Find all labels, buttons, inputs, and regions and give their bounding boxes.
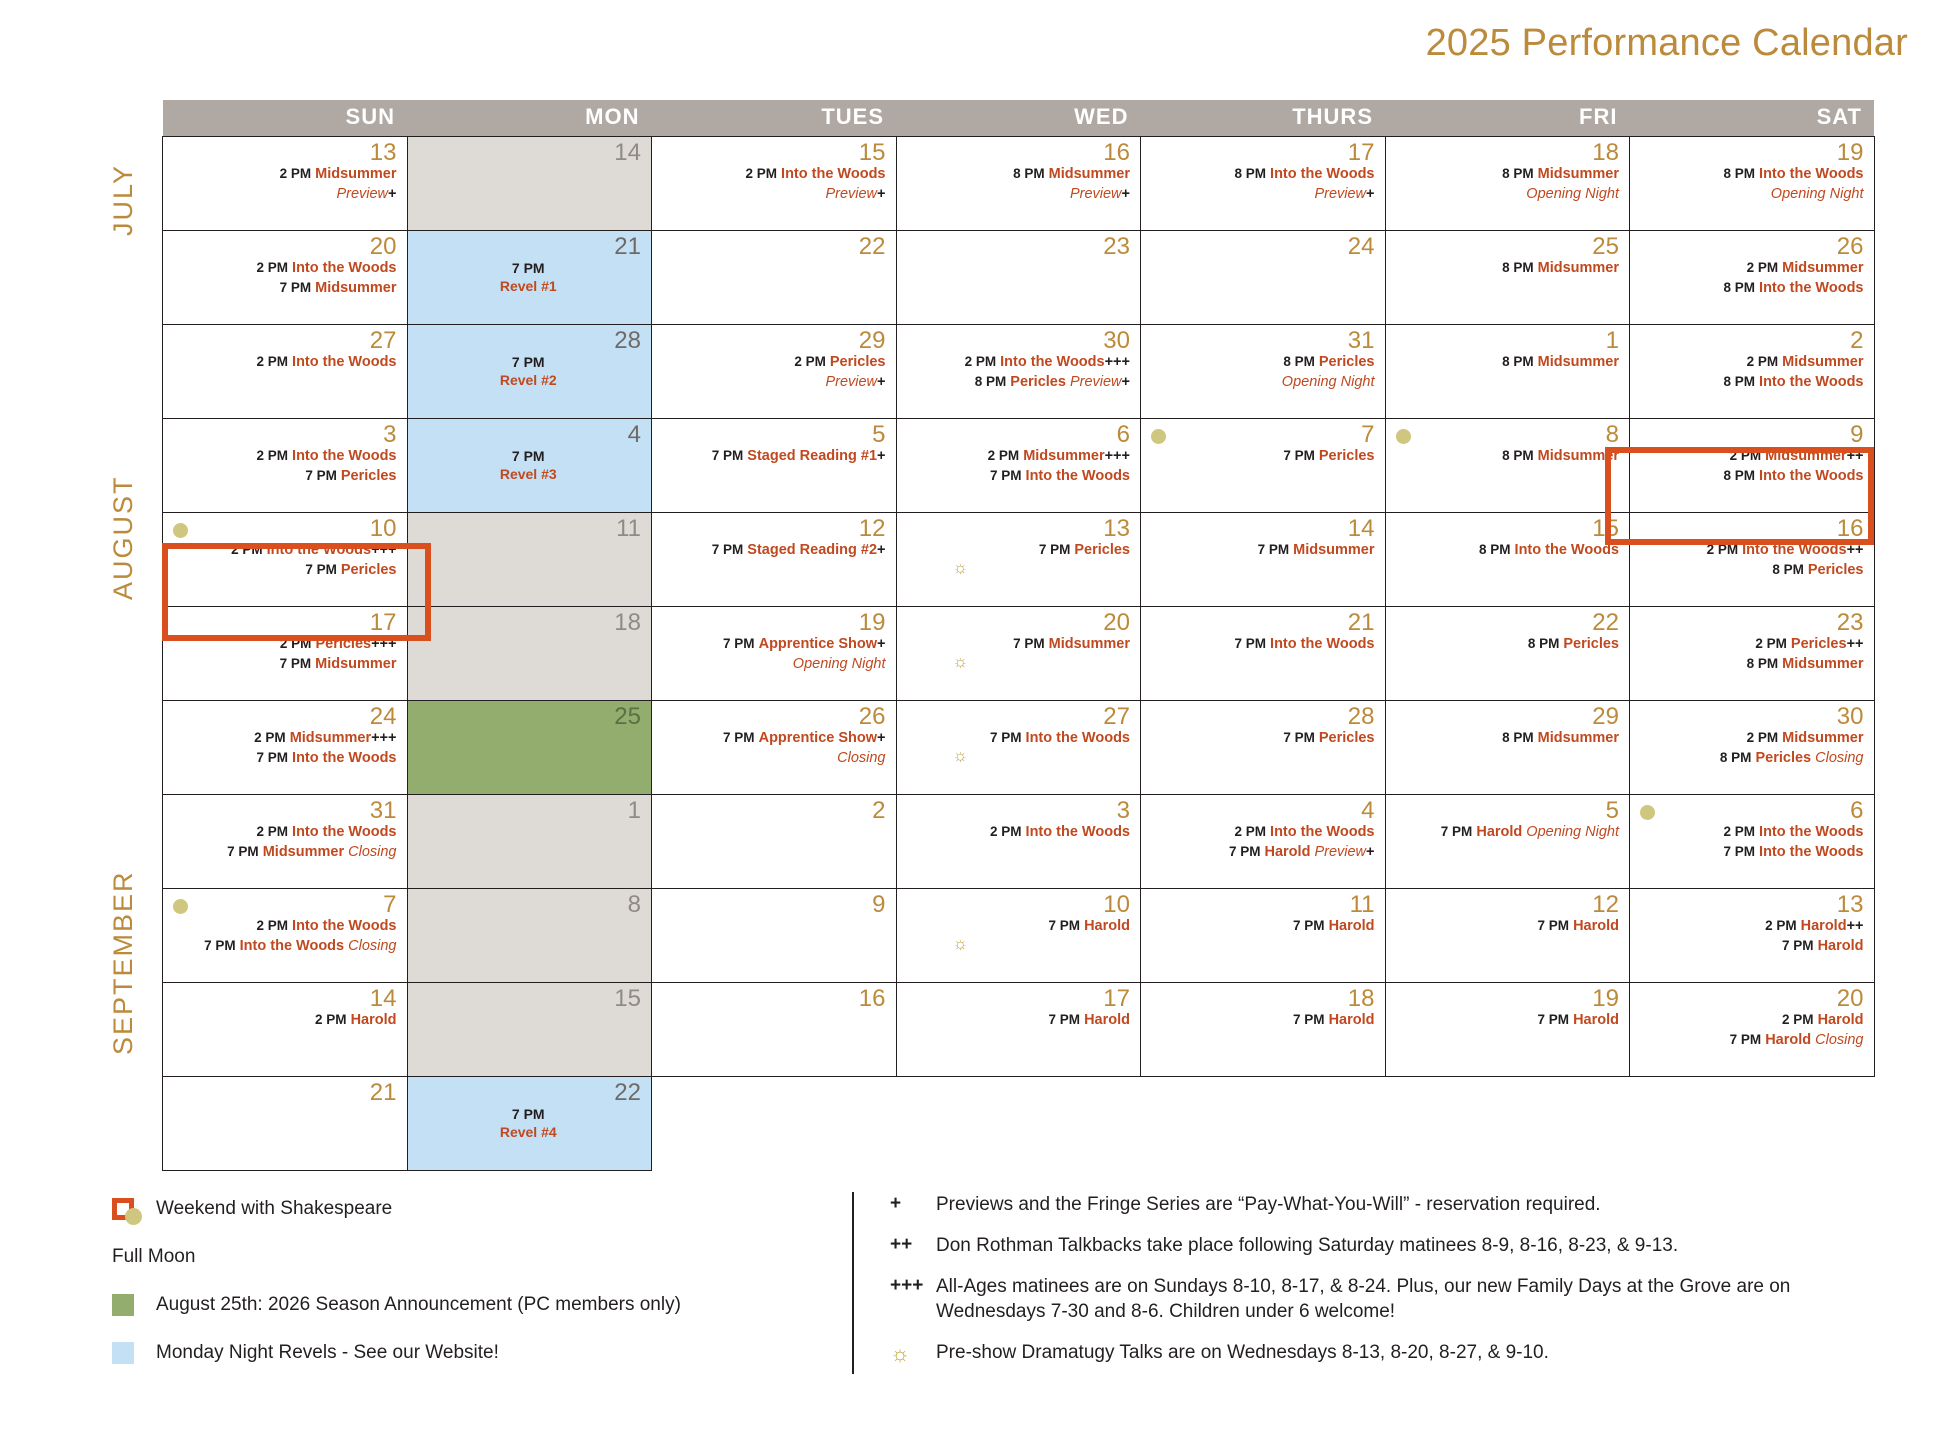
calendar-event: 7 PM Apprentice Show+ [723,636,886,653]
legend-item-green [112,1294,832,1316]
calendar-event: 7 PM Into the Woods [1234,636,1375,653]
day-number: 14 [1347,515,1375,542]
calendar-event: Preview+ [825,373,886,390]
calendar-event: 2 PM Harold++ [1765,918,1864,935]
calendar-week-row [163,889,1875,983]
calendar-day-cell[interactable] [1141,701,1386,795]
calendar-event: 8 PM Pericles Preview+ [974,373,1130,390]
calendar-day-cell[interactable] [1630,325,1875,419]
calendar-header-row [163,100,1875,137]
legend-label-green: August 25th: 2026 Season Announcement (PC members only) [156,1294,681,1315]
revel-event: 7 PM Revel #4 [499,1106,557,1141]
calendar-day-cell[interactable] [407,419,652,513]
calendar-event: 7 PM Harold [1293,1012,1375,1029]
calendar-event: 2 PM Into the Woods++ [1706,542,1864,559]
calendar-day-cell[interactable] [163,231,408,325]
calendar-day-cell[interactable] [652,607,897,701]
day-number: 7 [383,891,397,918]
calendar-event: 7 PM Pericles [305,561,397,578]
day-number: 17 [1103,985,1130,1012]
day-number: 7 [1361,421,1375,448]
day-number: 19 [858,609,886,636]
day-number: 14 [369,985,397,1012]
calendar-day-cell[interactable] [896,419,1141,513]
calendar-day-cell[interactable] [1141,325,1386,419]
day-number: 28 [614,327,641,354]
calendar-event: 7 PM Into the Woods [1723,843,1864,860]
calendar-week-row [163,325,1875,419]
key-icon: ☼ [890,1341,911,1367]
calendar-event: Preview+ [1069,185,1130,202]
calendar-event: 8 PM Into the Woods [1723,467,1864,484]
footnotes [890,1192,1890,1383]
calendar-day-cell[interactable] [1630,231,1875,325]
calendar-day-cell[interactable] [896,513,1141,607]
calendar-day-cell[interactable] [652,325,897,419]
calendar-event: 2 PM Into the Woods [1723,824,1864,841]
day-number: 5 [1605,797,1619,824]
calendar-day-cell[interactable] [896,325,1141,419]
calendar-day-cell[interactable] [1630,513,1875,607]
calendar-event: 7 PM Midsummer [279,655,397,672]
revel-event: 7 PM Revel #2 [499,354,557,389]
calendar-week-row [163,701,1875,795]
calendar-day-cell[interactable] [163,419,408,513]
calendar-event: 2 PM Into the Woods+++ [964,354,1130,371]
calendar-day-cell[interactable] [1385,889,1630,983]
calendar-day-cell[interactable] [896,137,1141,231]
calendar-event: 7 PM Harold Opening Night [1440,824,1619,841]
day-number: 21 [369,1079,397,1106]
day-number: 1 [627,797,641,824]
day-number: 4 [1361,797,1375,824]
legend-item-weekend [112,1198,832,1220]
calendar-day-cell[interactable] [1630,419,1875,513]
calendar-day-cell[interactable] [1385,419,1630,513]
calendar-event: 8 PM Midsummer [1502,260,1619,277]
calendar-day-cell[interactable] [163,795,408,889]
day-number: 10 [1103,891,1130,918]
calendar-day-cell[interactable] [1385,607,1630,701]
calendar-day-cell[interactable] [407,889,652,983]
calendar-day-cell[interactable] [896,701,1141,795]
calendar-event: 8 PM Midsummer [1746,655,1864,672]
calendar-event: 7 PM Harold [1048,918,1130,935]
calendar-event: 2 PM Midsummer+++ [987,448,1130,465]
full-moon-icon [173,899,188,914]
calendar-day-cell[interactable] [1141,607,1386,701]
calendar-day-cell[interactable] [1385,513,1630,607]
day-number: 26 [858,703,886,730]
calendar-cell-empty [652,1077,897,1171]
calendar-event: 7 PM Harold [1537,1012,1619,1029]
calendar-event: Preview+ [336,185,397,202]
calendar-event: 2 PM Midsummer++ [1729,448,1864,465]
calendar-day-cell[interactable] [652,701,897,795]
calendar-day-cell[interactable] [1385,795,1630,889]
day-number: 17 [369,609,397,636]
day-number: 20 [1103,609,1130,636]
calendar-week-row [163,419,1875,513]
day-number: 23 [1836,609,1864,636]
calendar-event: 7 PM Staged Reading #2+ [711,542,886,559]
dramaturgy-key-icon: ☼ [952,652,969,671]
footnote-plusplusplus [890,1274,1890,1324]
calendar-event: 7 PM Midsummer [1257,542,1375,559]
calendar-event: 7 PM Pericles [1038,542,1130,559]
day-number: 13 [1836,891,1864,918]
day-number: 16 [1103,139,1130,166]
day-number: 15 [1592,515,1619,542]
day-number: 22 [858,233,886,260]
calendar-day-cell[interactable] [1630,137,1875,231]
calendar-cell-empty [896,1077,1141,1171]
calendar-day-cell[interactable] [1141,889,1386,983]
calendar-day-cell[interactable] [896,983,1141,1077]
day-number: 22 [1592,609,1619,636]
day-number: 27 [369,327,397,354]
day-number: 15 [858,139,886,166]
calendar-day-cell[interactable] [407,325,652,419]
day-number: 25 [614,703,641,730]
dow-wed: WED [896,100,1141,137]
calendar-event: 8 PM Into the Woods [1723,166,1864,183]
calendar-day-cell[interactable] [1630,701,1875,795]
day-number: 28 [1347,703,1375,730]
calendar-day-cell[interactable] [163,513,408,607]
calendar-day-cell[interactable] [652,795,897,889]
calendar-day-cell[interactable] [407,795,652,889]
calendar-week-row [163,1077,1875,1171]
calendar-day-cell[interactable] [1385,701,1630,795]
day-number: 11 [616,515,641,542]
calendar-event: 2 PM Pericles [794,354,886,371]
dramaturgy-key-icon: ☼ [952,746,969,765]
calendar-event: 7 PM Harold Preview+ [1228,843,1375,860]
calendar-cell-empty [1630,1077,1875,1171]
calendar-day-cell[interactable] [407,231,652,325]
calendar-event: 8 PM Midsummer [1502,448,1619,465]
calendar-event: 7 PM Into the Woods Closing [204,937,397,954]
calendar-event: 7 PM Into the Woods [990,467,1130,484]
day-number: 20 [1836,985,1864,1012]
calendar-event: Preview+ [825,185,886,202]
calendar-event: Opening Night [1526,185,1619,202]
calendar-week-row [163,513,1875,607]
calendar-grid [162,100,1874,1171]
calendar-day-cell[interactable] [1141,983,1386,1077]
calendar-day-cell[interactable] [1385,137,1630,231]
legend-item-moon [112,1246,832,1268]
calendar-event: 7 PM Harold Closing [1729,1031,1864,1048]
calendar-day-cell[interactable] [1141,231,1386,325]
calendar-day-cell[interactable] [1630,983,1875,1077]
footnote-symbol-plusplus: ++ [890,1234,913,1256]
calendar-week-row [163,795,1875,889]
day-number: 19 [1592,985,1619,1012]
calendar-event: 2 PM Into the Woods [990,824,1130,841]
calendar-event: 7 PM Harold [1782,937,1864,954]
calendar-event: 2 PM Into the Woods [256,354,397,371]
dow-sat: SAT [1630,100,1875,137]
calendar-event: Opening Night [1770,185,1864,202]
day-number: 8 [627,891,641,918]
full-moon-icon [173,523,188,538]
calendar-event: 8 PM Midsummer [1013,166,1130,183]
dow-mon: MON [407,100,652,137]
calendar-event: 7 PM Harold [1293,918,1375,935]
day-number: 16 [858,985,886,1012]
calendar-event: 8 PM Into the Woods [1234,166,1375,183]
calendar-day-cell[interactable] [407,137,652,231]
day-number: 31 [369,797,397,824]
day-number: 16 [1836,515,1864,542]
day-number: 23 [1103,233,1130,260]
calendar-event: 7 PM Staged Reading #1+ [711,448,886,465]
calendar-event: 8 PM Pericles [1772,561,1864,578]
revel-event: 7 PM Revel #1 [499,260,557,295]
calendar-day-cell[interactable] [1385,231,1630,325]
day-number: 18 [614,609,641,636]
dow-thurs: THURS [1141,100,1386,137]
footnote-key [890,1340,1890,1367]
calendar-day-cell[interactable] [1141,795,1386,889]
day-number: 24 [1347,233,1375,260]
day-number: 18 [1592,139,1619,166]
calendar-event: 8 PM Into the Woods [1723,373,1864,390]
month-label-august: AUGUST [108,475,138,601]
day-number: 10 [369,515,397,542]
legend-label-weekend: Weekend with Shakespeare [156,1198,393,1219]
calendar-day-cell[interactable] [652,137,897,231]
day-number: 19 [1836,139,1864,166]
calendar-event: 2 PM Pericles++ [1755,636,1864,653]
calendar-week-row [163,983,1875,1077]
calendar-day-cell[interactable] [1385,325,1630,419]
day-number: 13 [1103,515,1130,542]
calendar-day-cell[interactable] [407,983,652,1077]
footnote-plus [890,1192,1890,1217]
day-number: 24 [369,703,397,730]
day-number: 8 [1605,421,1619,448]
calendar-event: Preview+ [1314,185,1375,202]
day-number: 6 [1850,797,1864,824]
calendar-event: 7 PM Midsummer [279,279,397,296]
calendar-day-cell[interactable] [652,983,897,1077]
calendar-event: 2 PM Into the Woods [256,824,397,841]
calendar-day-cell[interactable] [896,231,1141,325]
dow-fri: FRI [1385,100,1630,137]
calendar-day-cell[interactable] [163,1077,408,1171]
calendar-event: 8 PM Midsummer [1502,354,1619,371]
calendar-day-cell[interactable] [163,983,408,1077]
calendar-day-cell[interactable] [163,607,408,701]
legend-item-blue [112,1342,832,1364]
footnote-text-plusplus: Don Rothman Talkbacks take place following Saturday matinees 8-9, 8-16, 8-23, & 9-13. [936,1235,1679,1257]
page-title: 2025 Performance Calendar [1425,22,1908,64]
calendar-event: 2 PM Midsummer+++ [254,730,397,747]
calendar-event: 8 PM Pericles [1527,636,1619,653]
calendar-day-cell[interactable] [652,419,897,513]
calendar-day-cell[interactable] [407,1077,652,1171]
calendar-event: 8 PM Midsummer [1502,166,1619,183]
calendar-day-cell[interactable] [407,701,652,795]
footnote-text-key: Pre-show Dramatugy Talks are on Wednesdays 8-13, 8-20, 8-27, & 9-10. [936,1342,1549,1364]
calendar-event: 2 PM Midsummer [1746,260,1864,277]
calendar-event: Opening Night [1281,373,1375,390]
legend [112,1198,832,1390]
calendar-day-cell[interactable] [1630,889,1875,983]
day-number: 22 [614,1079,641,1106]
calendar-event: 7 PM Pericles [305,467,397,484]
calendar-day-cell[interactable] [1141,419,1386,513]
legend-label-blue: Monday Night Revels - See our Website! [156,1342,499,1363]
calendar-event: 7 PM Into the Woods [990,730,1130,747]
day-number: 27 [1103,703,1130,730]
calendar-event: 7 PM Harold [1048,1012,1130,1029]
full-moon-icon [1640,805,1655,820]
month-label-july: JULY [108,163,138,237]
day-number: 17 [1347,139,1375,166]
footnote-text-plusplusplus: All-Ages matinees are on Sundays 8-10, 8-17, & 8-24. Plus, our new Family Days at the Grove are on Wednesdays 7-30 and 8-6. Children under 6 welcome! [936,1276,1791,1323]
day-number: 9 [872,891,886,918]
calendar-day-cell[interactable] [1385,983,1630,1077]
day-number: 31 [1347,327,1375,354]
calendar-day-cell[interactable] [652,889,897,983]
calendar-event: 8 PM Into the Woods [1479,542,1619,559]
calendar-event: 8 PM Pericles Closing [1719,749,1864,766]
calendar-event: 2 PM Harold [315,1012,397,1029]
legend-label-moon: Full Moon [112,1246,196,1267]
calendar-day-cell[interactable] [652,231,897,325]
calendar-event: Closing [837,749,886,766]
day-number: 1 [1605,327,1619,354]
full-moon-icon [1396,429,1411,444]
calendar-event: 2 PM Into the Woods+++ [231,542,397,559]
calendar-day-cell[interactable] [163,701,408,795]
day-number: 30 [1836,703,1864,730]
calendar-day-cell[interactable] [1630,795,1875,889]
calendar-event: 2 PM Harold [1782,1012,1864,1029]
calendar-day-cell[interactable] [163,137,408,231]
calendar-event: 2 PM Into the Woods [256,918,397,935]
calendar-event: 8 PM Pericles [1283,354,1375,371]
calendar-day-cell[interactable] [896,889,1141,983]
day-number: 3 [383,421,397,448]
calendar-event: 7 PM Harold [1537,918,1619,935]
calendar-week-row [163,137,1875,231]
day-number: 2 [872,797,886,824]
calendar-week-row [163,607,1875,701]
day-number: 20 [369,233,397,260]
day-number: 14 [614,139,641,166]
dramaturgy-key-icon: ☼ [952,934,969,953]
footnote-symbol-plus: + [890,1193,902,1214]
calendar-event: Opening Night [792,655,886,672]
dow-tues: TUES [652,100,897,137]
calendar-week-row [163,231,1875,325]
calendar-day-cell[interactable] [652,513,897,607]
calendar-body [163,137,1875,1171]
calendar-cell-empty [1385,1077,1630,1171]
day-number: 29 [1592,703,1619,730]
full-moon-icon [1151,429,1166,444]
calendar-event: 8 PM Into the Woods [1723,279,1864,296]
day-number: 15 [614,985,641,1012]
revel-event: 7 PM Revel #3 [499,448,557,483]
calendar-day-cell[interactable] [407,513,652,607]
legend-divider [852,1192,854,1374]
day-number: 9 [1850,421,1864,448]
calendar-event: 7 PM Midsummer [1013,636,1130,653]
day-number: 4 [627,421,641,448]
calendar-event: 2 PM Midsummer [1746,354,1864,371]
calendar-cell-empty [1141,1077,1386,1171]
day-number: 12 [858,515,886,542]
day-number: 26 [1836,233,1864,260]
calendar-day-cell[interactable] [896,795,1141,889]
day-number: 25 [1592,233,1619,260]
calendar-day-cell[interactable] [896,607,1141,701]
legend-swatch-blue [112,1342,134,1364]
calendar-event: 7 PM Pericles [1283,730,1375,747]
day-number: 12 [1592,891,1619,918]
calendar-event: 2 PM Into the Woods [745,166,886,183]
day-number: 6 [1116,421,1130,448]
calendar-event: 2 PM Into the Woods [256,448,397,465]
day-number: 5 [872,421,886,448]
footnote-text-plus: Previews and the Fringe Series are “Pay-What-You-Will” - reservation required. [936,1194,1601,1215]
calendar-event: 2 PM Midsummer [1746,730,1864,747]
day-number: 30 [1103,327,1130,354]
calendar-event: 2 PM Midsummer [279,166,397,183]
calendar-day-cell[interactable] [163,325,408,419]
calendar-event: 7 PM Apprentice Show+ [723,730,886,747]
calendar-day-cell[interactable] [407,607,652,701]
day-number: 13 [369,139,397,166]
calendar-event: 2 PM Into the Woods [1234,824,1375,841]
month-label-september: SEPTEMBER [108,870,138,1056]
calendar-event: 2 PM Into the Woods [256,260,397,277]
calendar-event: 7 PM Midsummer Closing [227,843,397,860]
calendar-event: 8 PM Midsummer [1502,730,1619,747]
day-number: 29 [858,327,886,354]
calendar-table [162,100,1875,1171]
legend-swatch-green [112,1294,134,1316]
day-number: 18 [1347,985,1375,1012]
dramaturgy-key-icon: ☼ [952,558,969,577]
day-number: 11 [1349,891,1375,918]
calendar-day-cell[interactable] [1141,513,1386,607]
day-number: 21 [614,233,641,260]
calendar-event: 7 PM Into the Woods [256,749,397,766]
calendar-day-cell[interactable] [1630,607,1875,701]
calendar-event: 7 PM Pericles [1283,448,1375,465]
full-moon-icon [125,1208,142,1225]
calendar-day-cell[interactable] [1141,137,1386,231]
day-number: 21 [1347,609,1375,636]
calendar-day-cell[interactable] [163,889,408,983]
day-number: 3 [1116,797,1130,824]
dow-sun: SUN [163,100,408,137]
calendar-event: 2 PM Pericles+++ [279,636,397,653]
day-number: 2 [1850,327,1864,354]
footnote-symbol-plusplusplus: +++ [890,1275,924,1297]
footnote-plusplus [890,1233,1890,1258]
